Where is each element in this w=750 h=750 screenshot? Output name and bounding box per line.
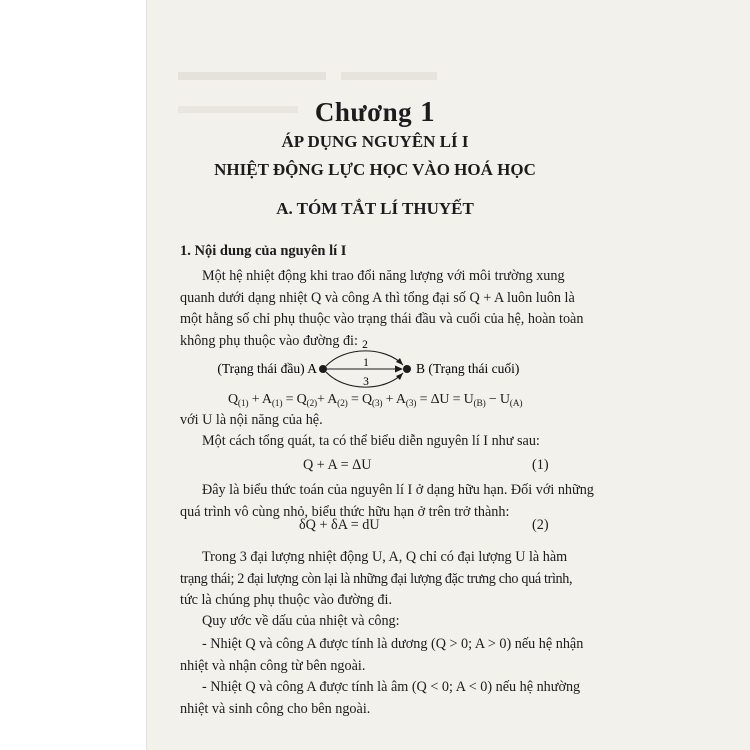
section-1-heading: 1. Nội dung của nguyên lí I (180, 243, 347, 259)
state-b-point (403, 365, 411, 373)
diagram-right-label: B (Trạng thái cuối) (416, 361, 520, 376)
chapter-title-line1: ÁP DỤNG NGUYÊN LÍ I (281, 132, 469, 151)
paragraph-line: tức là chúng phụ thuộc vào đường đi. (180, 592, 393, 608)
paragraph-line: Trong 3 đại lượng nhiệt động U, A, Q chỉ có đại lượng U là hàm (202, 549, 568, 565)
line-u: với U là nội năng của hệ. (180, 412, 323, 428)
paragraph-line: quanh dưới dạng nhiệt Q và công A thì tổng đại số Q + A luôn luôn là (180, 289, 575, 306)
paragraph-line: Một hệ nhiệt động khi trao đổi năng lượng với môi trường xung (202, 268, 565, 284)
paragraph-line: trạng thái; 2 đại lượng còn lại là những đại lượng đặc trưng cho quá trình, (180, 570, 573, 587)
convention-intro: Quy ước về dấu của nhiệt và công: (202, 613, 400, 629)
state-a-point (319, 365, 327, 373)
equation-1: Q + A = ΔU (303, 457, 372, 473)
paragraph-line: nhiệt và sinh công cho bên ngoài. (180, 700, 371, 717)
equation-1-number: (1) (532, 457, 549, 473)
bullet-2 (180, 677, 581, 720)
section-a-heading: A. TÓM TẮT LÍ THUYẾT (276, 199, 474, 218)
paragraph-line: Đây là biểu thức toán của nguyên lí I ở dạng hữu hạn. Đối với những (202, 482, 594, 498)
paragraph-line: quá trình vô cùng nhỏ, biểu thức hữu hạn ở trên trở thành: (180, 503, 510, 520)
chapter-word: Chương (314, 97, 413, 127)
paragraph-line: - Nhiệt Q và công A được tính là âm (Q < 0; A < 0) nếu hệ nhường (202, 679, 581, 695)
path-3-arrowhead (396, 373, 403, 380)
path-label-1: 1 (363, 357, 369, 369)
chapter-number: 1 (420, 96, 436, 128)
path-1-arrowhead (395, 366, 403, 373)
bullet-1 (180, 634, 584, 677)
chapter-title-line2: NHIỆT ĐỘNG LỰC HỌC VÀO HOÁ HỌC (214, 160, 536, 179)
path-2-arrowhead (396, 358, 403, 365)
paragraph-line: nhiệt và nhận công từ bên ngoài. (180, 657, 366, 674)
path-label-2: 2 (362, 339, 368, 351)
paragraph-line: một hằng số chỉ phụ thuộc vào trạng thái đầu và cuối của hệ, hoàn toàn (180, 311, 584, 327)
paragraph-line: - Nhiệt Q và công A được tính là dương (Q > 0; A > 0) nếu hệ nhận (202, 636, 584, 652)
equation-2-number: (2) (532, 517, 549, 533)
equation-2: δQ + δA = dU (299, 517, 380, 533)
line-general: Một cách tổng quát, ta có thể biểu diễn nguyên lí I như sau: (202, 433, 540, 449)
equation-main: $Q_{(1)} + A_{(1)} = Q_{(2)}+ A_{(2)} = Q_{(3)} + A_{(3)} = \Delta U = U_{(B)} - U_{(A)}$ (228, 392, 523, 409)
paragraph-3 (180, 547, 573, 612)
diagram-left-label: (Trạng thái đầu) A (217, 361, 317, 376)
path-label-3: 3 (363, 376, 369, 388)
paragraph-line: không phụ thuộc vào đường đi: (180, 332, 358, 349)
